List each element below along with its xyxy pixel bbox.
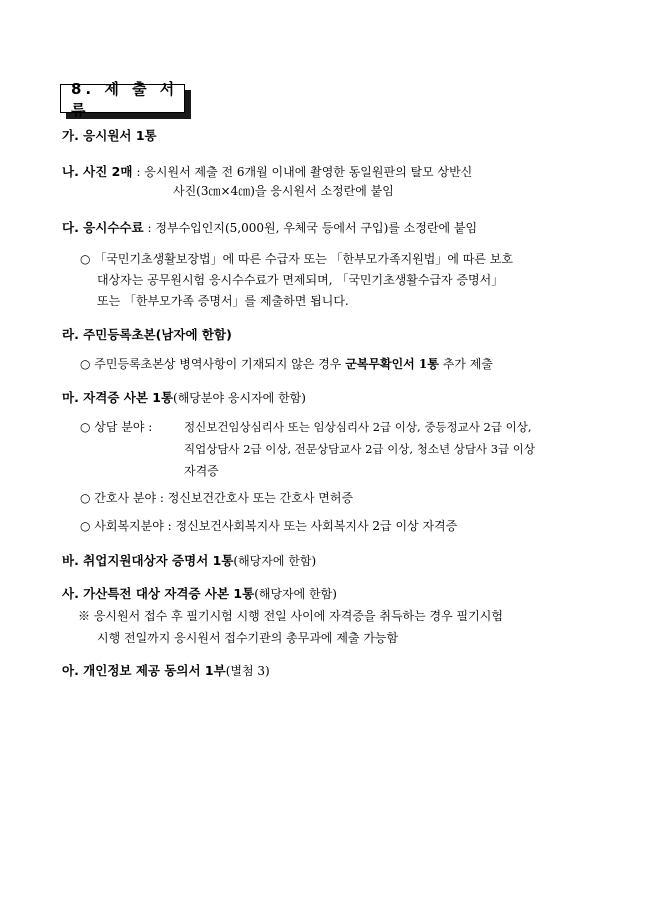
item-sa-note-2: 시행 전일까지 응시원서 접수기관의 총무과에 제출 가능함: [97, 631, 399, 645]
item-ma-bullet-1-line-3: 자격증: [184, 464, 219, 478]
item-ra-bullet-post: 추가 제출: [438, 357, 493, 371]
item-a-note: (별첨 3): [225, 664, 270, 678]
item-sa: [62, 586, 337, 602]
item-ra-bullet-bold: 군복무확인서 1통: [345, 357, 439, 371]
section-title-text: 8. 제 출 서 류: [71, 79, 179, 119]
item-ma-bullet-1-line-1: 정신보건임상심리사 또는 임상심리사 2급 이상, 중등정교사 2급 이상,: [184, 420, 532, 434]
item-da: [62, 220, 477, 236]
item-sa-note: (해당자에 한함): [254, 587, 337, 601]
item-sa-head: 사. 가산특전 대상 자격증 사본 1통: [62, 586, 255, 601]
item-na-text-2: 사진(3㎝×4㎝)을 응시원서 소정란에 붙임: [173, 184, 394, 198]
section-title: [60, 79, 185, 119]
item-ma-bullet-1-label: ○ 상담 분야 :: [80, 420, 153, 434]
item-ma-bullet-3: ○ 사회복지분야 : 정신보건사회복지사 또는 사회복지사 2급 이상 자격증: [80, 519, 458, 533]
item-ba-note: (해당자에 한함): [233, 554, 317, 568]
item-ma-bullet-2: ○ 간호사 분야 : 정신보건간호사 또는 간호사 면허증: [80, 491, 354, 505]
item-ba: [62, 553, 316, 569]
item-ra-bullet-1: [80, 356, 493, 372]
item-na-text-1: : 응시원서 제출 전 6개월 이내에 촬영한 동일원판의 탈모 상반신: [136, 165, 473, 179]
item-na-head: 나. 사진 2매: [62, 164, 133, 179]
item-da-text: : 정부수입인지(5,000원, 우체국 등에서 구입)를 소정란에 붙임: [147, 221, 478, 235]
item-ba-head: 바. 취업지원대상자 증명서 1통: [62, 553, 234, 568]
item-ma-head: 마. 자격증 사본 1통: [62, 390, 174, 405]
item-a: [62, 663, 270, 679]
item-da-head: 다. 응시수수료: [62, 220, 144, 235]
item-a-head: 아. 개인정보 제공 동의서 1부: [62, 663, 226, 678]
item-ma-note: (해당분야 응시자에 한함): [173, 391, 306, 405]
item-sa-note-1: ※ 응시원서 접수 후 필기시험 시행 전일 사이에 자격증을 취득하는 경우 필기시험: [78, 609, 503, 623]
item-da-bullet-1: ○ 「국민기초생활보장법」에 따른 수급자 또는 「한부모가족지원법」에 따른 보호: [80, 252, 513, 266]
item-ga: 가. 응시원서 1통: [62, 128, 157, 143]
item-ma: [62, 390, 306, 406]
item-da-bullet-3: 또는 「한부모가족 증명서」를 제출하면 됩니다.: [97, 294, 349, 308]
item-da-bullet-2: 대상자는 공무원시험 응시수수료가 면제되며, 「국민기초생활수급자 증명서」: [97, 273, 504, 287]
item-ra-head: 라. 주민등록초본(남자에 한함): [62, 327, 232, 342]
item-na: [62, 164, 472, 180]
item-ma-bullet-1-line-2: 직업상담사 2급 이상, 전문상담교사 2급 이상, 청소년 상담사 3급 이상: [184, 442, 535, 456]
item-ra-bullet-pre: ○ 주민등록초본상 병역사항이 기재되지 않은 경우: [80, 357, 346, 371]
